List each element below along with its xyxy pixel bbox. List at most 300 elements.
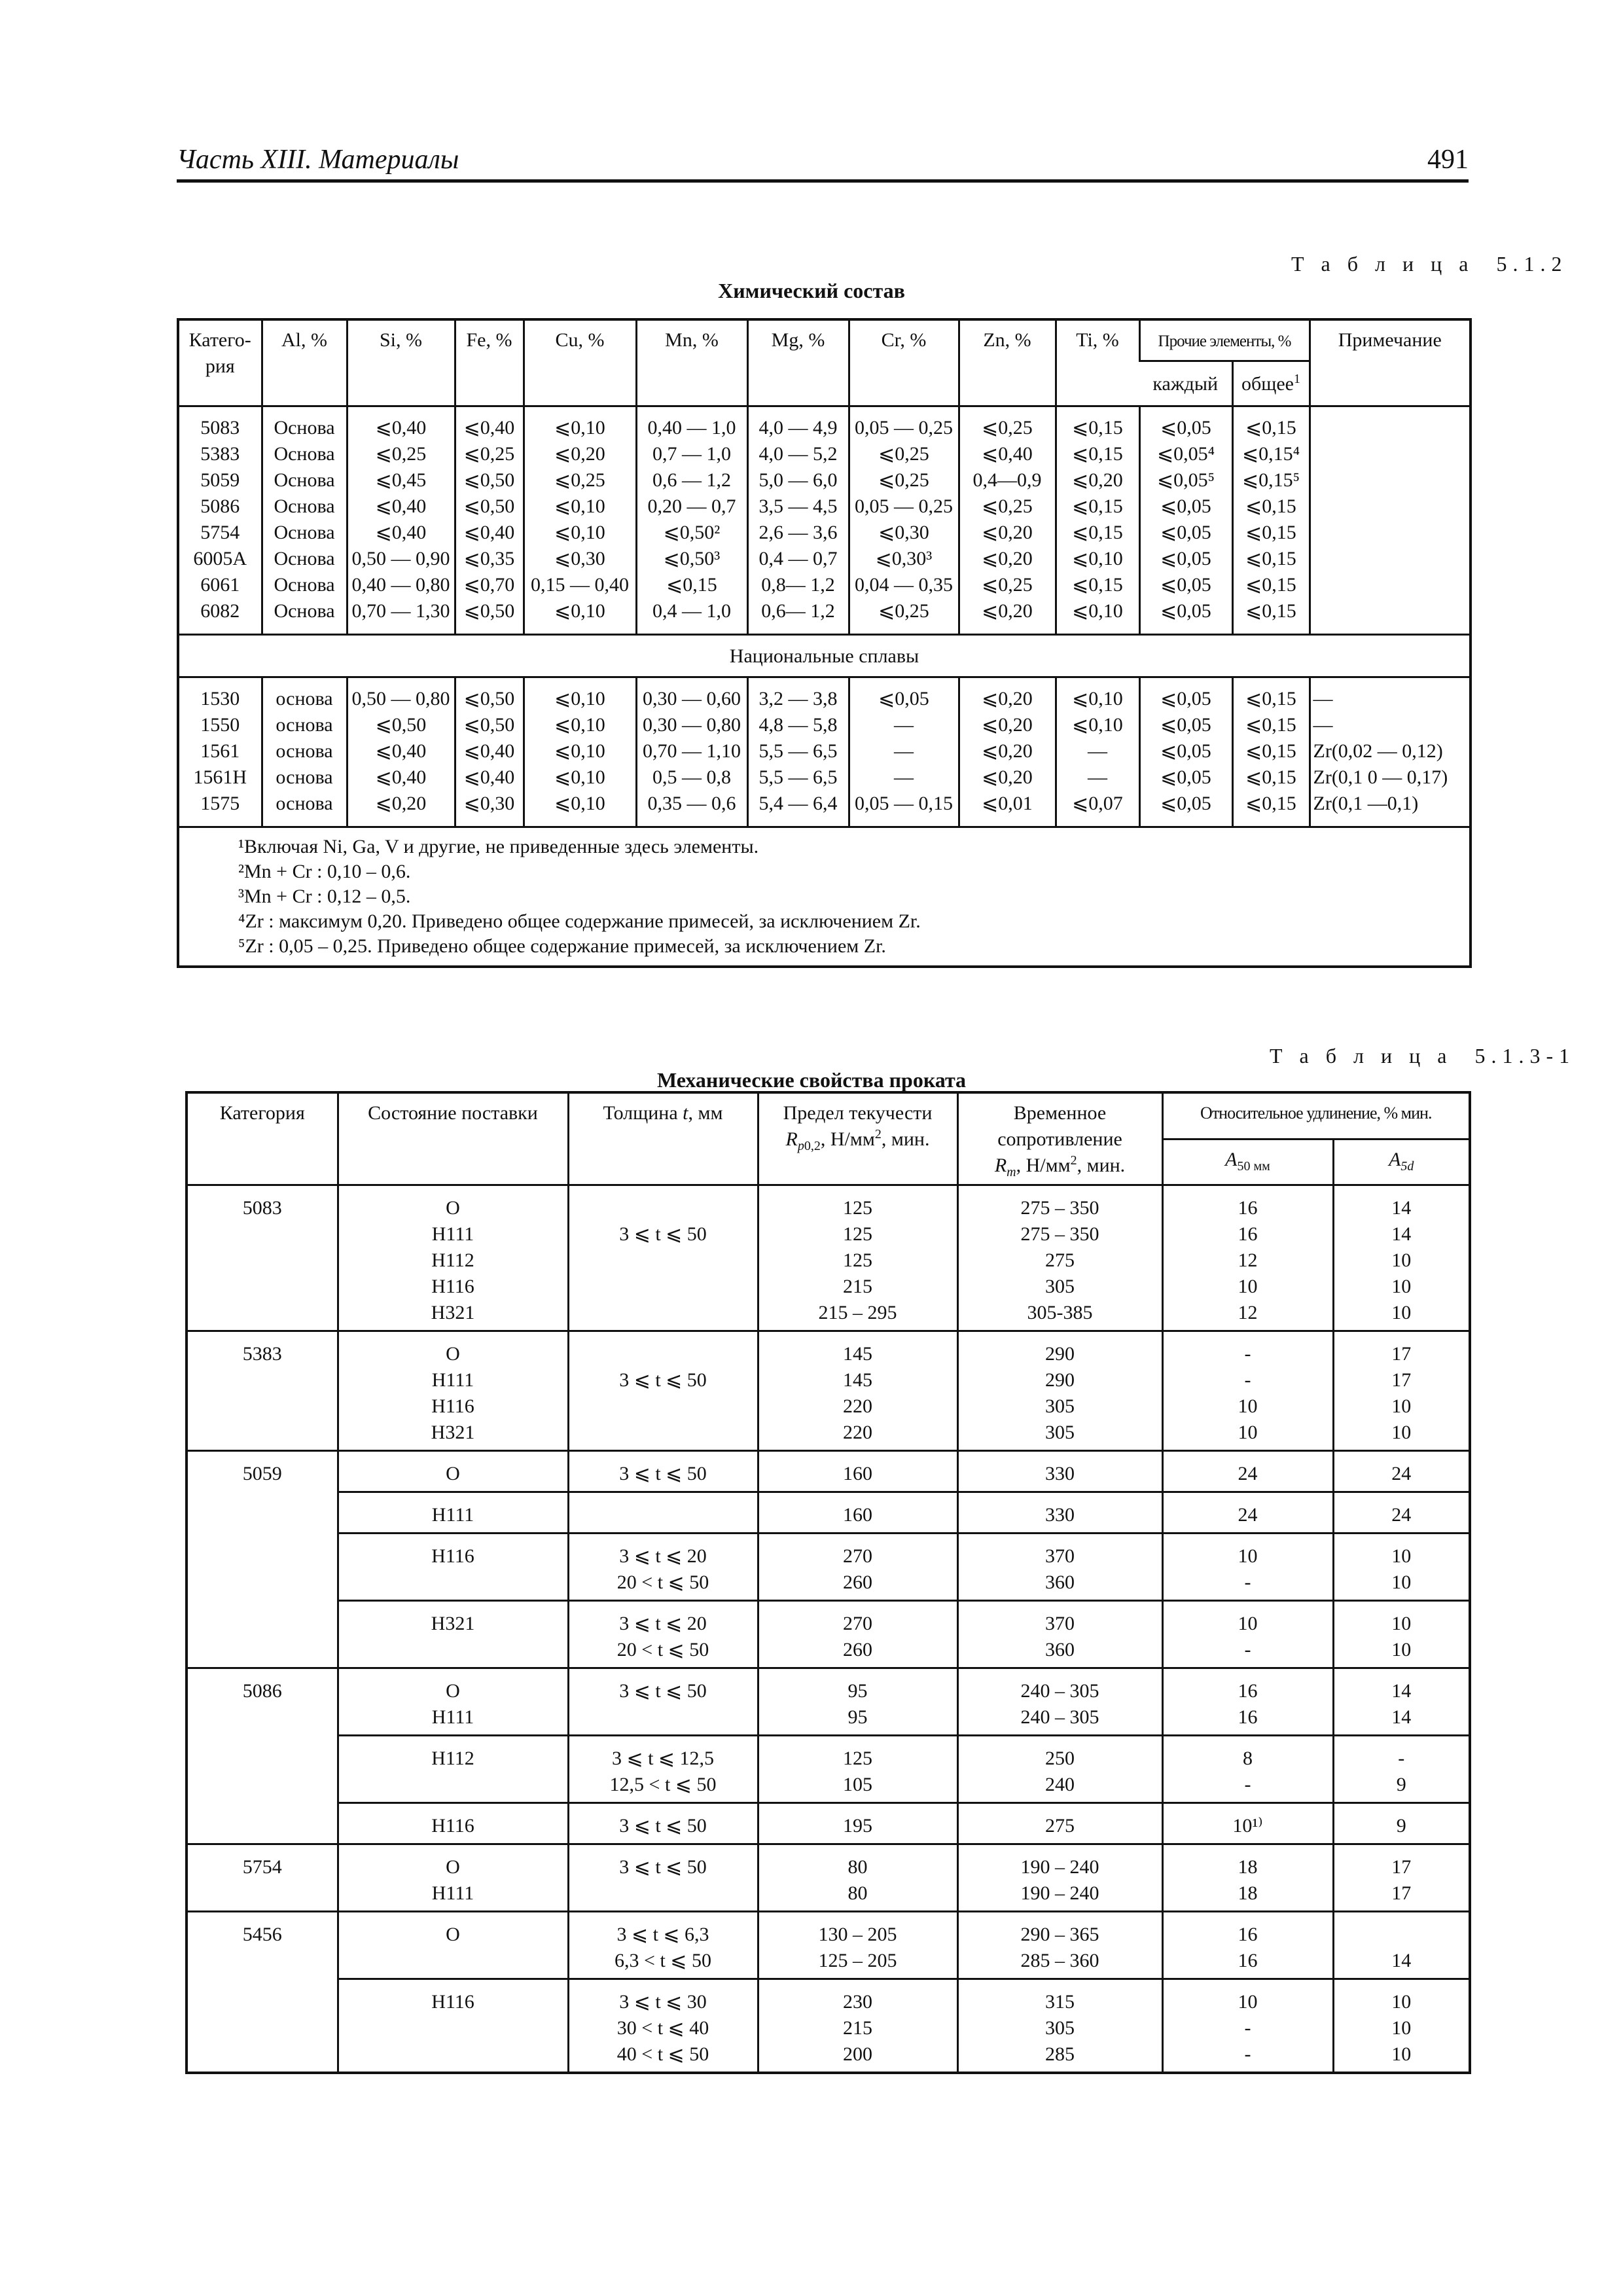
table1-value: ⩽0,10 bbox=[554, 600, 605, 622]
table1-cell bbox=[747, 677, 849, 827]
table1-value: 5,5 — 6,5 bbox=[758, 740, 838, 762]
table2-value: - bbox=[1244, 2043, 1251, 2065]
table2-value: 3 ⩽ t ⩽ 50 bbox=[619, 1369, 707, 1391]
table1-value: ⩽0,10 bbox=[554, 740, 605, 762]
table1-value bbox=[1313, 493, 1467, 520]
table1-cell bbox=[262, 406, 347, 635]
table1-value: ⩽0,15 bbox=[1072, 495, 1123, 517]
table1-cell bbox=[178, 677, 262, 827]
table1-value: 0,05 — 0,25 bbox=[855, 417, 953, 439]
table1-cell bbox=[455, 406, 524, 635]
header-a50: $A_{50 мм}$ bbox=[1162, 1139, 1333, 1185]
table1-value: — bbox=[894, 714, 914, 736]
table2-value: 290 bbox=[1045, 1343, 1075, 1365]
table1-value: ⩽0,15 bbox=[1245, 688, 1296, 709]
header-cr: Cr, % bbox=[849, 319, 959, 406]
table2-cell-a50 bbox=[1162, 1979, 1333, 2073]
table2-value: 14 bbox=[1391, 1950, 1412, 1971]
table1-cell bbox=[636, 406, 747, 635]
table2-value: 24 bbox=[1391, 1504, 1412, 1526]
table2-value: H116 bbox=[431, 1815, 474, 1837]
table2-cell-a5d bbox=[1333, 1803, 1470, 1844]
table2-value bbox=[342, 1637, 565, 1663]
table2-value: 3 ⩽ t ⩽ 50 bbox=[619, 1815, 707, 1837]
table1-value: ⩽0,35 bbox=[463, 548, 515, 569]
table2-value: 16 bbox=[1238, 1924, 1258, 1945]
table1-value: 0,4 — 1,0 bbox=[652, 600, 731, 622]
table1-body bbox=[178, 406, 1471, 967]
table1-cell bbox=[747, 406, 849, 635]
table2-value: 275 – 350 bbox=[1020, 1197, 1099, 1219]
footnote: ²Mn + Cr : 0,10 – 0,6. bbox=[238, 861, 411, 882]
table1-value: 0,8— 1,2 bbox=[761, 574, 835, 596]
table1-cell bbox=[959, 406, 1056, 635]
header-ti: Ti, % bbox=[1056, 319, 1139, 406]
table2-value bbox=[342, 2015, 565, 2041]
table1-value: ⩽0,40 bbox=[982, 443, 1033, 465]
table2-value: 195 bbox=[843, 1815, 872, 1837]
table2-cell-yield bbox=[758, 1668, 957, 1736]
table1-value: ⩽0,20 bbox=[982, 548, 1033, 569]
table1-cell bbox=[455, 677, 524, 827]
table2-cell-yield bbox=[758, 1979, 957, 2073]
table2-cell-yield bbox=[758, 1451, 957, 1492]
table2-value: - bbox=[1398, 1748, 1405, 1769]
table1-value: 5,4 — 6,4 bbox=[758, 793, 838, 814]
table2-row bbox=[187, 1331, 1470, 1451]
table2-row bbox=[187, 1451, 1470, 1492]
table1-value: ⩽0,40 bbox=[375, 417, 427, 439]
table2-value: - bbox=[1244, 1639, 1251, 1660]
table2-cell-a50 bbox=[1162, 1185, 1333, 1331]
table2-cell-thick bbox=[568, 1185, 758, 1331]
table2-value: 14 bbox=[1391, 1197, 1412, 1219]
table1-value bbox=[1313, 520, 1467, 546]
table2-value: 9 bbox=[1396, 1774, 1406, 1795]
table2-value: 14 bbox=[1391, 1706, 1412, 1728]
table2-value: 240 bbox=[1045, 1774, 1075, 1795]
table2-value: 18 bbox=[1238, 1856, 1258, 1878]
table1-value: основа bbox=[276, 688, 333, 709]
table1-value bbox=[1313, 441, 1467, 467]
header-note: Примечание bbox=[1310, 319, 1471, 406]
table2-value: 10 bbox=[1391, 2017, 1412, 2039]
table2-value: 95 bbox=[847, 1706, 868, 1728]
table2-cell-yield bbox=[758, 1601, 957, 1668]
table2-value: 40 < t ⩽ 50 bbox=[616, 2043, 709, 2065]
table1-value: 6082 bbox=[200, 600, 240, 622]
table1-value: ⩽0,05 bbox=[1160, 574, 1211, 596]
table1-data-block bbox=[178, 406, 1471, 635]
table2-cell-a50 bbox=[1162, 1451, 1333, 1492]
table2-value: - bbox=[1244, 1571, 1251, 1593]
table2-cell-thick bbox=[568, 1492, 758, 1534]
table1-value: ⩽0,25 bbox=[982, 574, 1033, 596]
table1-value: ⩽0,10 bbox=[554, 417, 605, 439]
table2-value bbox=[342, 2041, 565, 2068]
table2-cell-thick bbox=[568, 1979, 758, 2073]
table2-value: 3 ⩽ t ⩽ 50 bbox=[619, 1223, 707, 1245]
table2-value: 260 bbox=[843, 1639, 872, 1660]
table2-cell-a50 bbox=[1162, 1736, 1333, 1803]
table1-value: ⩽0,40 bbox=[375, 522, 427, 543]
table1-value: ⩽0,20 bbox=[982, 600, 1033, 622]
table1-value: ⩽0,10 bbox=[1072, 688, 1123, 709]
table1-cell bbox=[849, 406, 959, 635]
table2-value: H116 bbox=[431, 1991, 474, 2013]
table1-value: 0,20 — 0,7 bbox=[647, 495, 736, 517]
table2-value: 190 – 240 bbox=[1020, 1882, 1099, 1904]
table2-value: 3 ⩽ t ⩽ 6,3 bbox=[616, 1924, 709, 1945]
table2-value: 230 bbox=[843, 1991, 872, 2013]
table2-value: 285 – 360 bbox=[1020, 1950, 1099, 1971]
table2-value: H111 bbox=[431, 1369, 474, 1391]
table1-value: ⩽0,05⁵ bbox=[1156, 469, 1215, 491]
table2-cell-a5d bbox=[1333, 1451, 1470, 1492]
table1-cell bbox=[849, 677, 959, 827]
table1-value: ⩽0,10 bbox=[554, 495, 605, 517]
table1-value: 0,70 — 1,30 bbox=[351, 600, 450, 622]
header-category: Категория bbox=[187, 1092, 338, 1185]
table1-value: 6061 bbox=[200, 574, 240, 596]
table2-value: 16 bbox=[1238, 1680, 1258, 1702]
table1-value: 0,15 — 0,40 bbox=[531, 574, 629, 596]
table2-value bbox=[572, 1420, 755, 1446]
table1-value: ⩽0,20 bbox=[982, 522, 1033, 543]
table2-body bbox=[187, 1185, 1470, 2073]
table1-value: Основа bbox=[274, 600, 335, 622]
table2-value: 290 bbox=[1045, 1369, 1075, 1391]
table2-value: 260 bbox=[843, 1571, 872, 1593]
table2-value: H111 bbox=[431, 1706, 474, 1728]
table2-value: 10 bbox=[1391, 1422, 1412, 1443]
table2-value: 10 bbox=[1391, 2043, 1412, 2065]
table2-value: 220 bbox=[843, 1395, 872, 1417]
table2-value bbox=[572, 1880, 755, 1907]
table2-value: 305 bbox=[1045, 1395, 1075, 1417]
footnotes-row bbox=[178, 827, 1471, 967]
table2-cell-a50 bbox=[1162, 1331, 1333, 1451]
table1-value: ⩽0,25 bbox=[375, 443, 427, 465]
table1-value: ⩽0,15 bbox=[1072, 522, 1123, 543]
table1-value: 5,5 — 6,5 bbox=[758, 766, 838, 788]
category-cell: 5754 bbox=[187, 1844, 338, 1912]
table1-value: ⩽0,40 bbox=[375, 740, 427, 762]
table1-value: ⩽0,50 bbox=[463, 688, 515, 709]
table2-cell-a50 bbox=[1162, 1912, 1333, 1979]
table2-cell-tensile bbox=[957, 1912, 1162, 1979]
table2-cell-thick bbox=[568, 1331, 758, 1451]
table2-row bbox=[187, 1803, 1470, 1844]
table2-value: H321 bbox=[431, 1613, 475, 1634]
table2-value: H116 bbox=[431, 1545, 474, 1567]
table2-value: 3 ⩽ t ⩽ 12,5 bbox=[611, 1748, 715, 1769]
table1-value: ⩽0,15 bbox=[1245, 766, 1296, 788]
table2-value: 17 bbox=[1391, 1369, 1412, 1391]
table1-value: 0,35 — 0,6 bbox=[647, 793, 736, 814]
table2-value: 24 bbox=[1391, 1463, 1412, 1484]
table2-value: 10 bbox=[1238, 1276, 1258, 1297]
table1-value: 0,4—0,9 bbox=[972, 469, 1042, 491]
table1-value: ⩽0,01 bbox=[982, 793, 1033, 814]
table2-cell-a5d bbox=[1333, 1668, 1470, 1736]
table2-value: 360 bbox=[1045, 1571, 1075, 1593]
table1-value: ⩽0,15⁴ bbox=[1241, 443, 1300, 465]
table2-value: 200 bbox=[843, 2043, 872, 2065]
table2-value bbox=[342, 1948, 565, 1974]
table2-value: O bbox=[446, 1856, 460, 1878]
table2-cell-state bbox=[338, 1492, 568, 1534]
table2-value: 17 bbox=[1391, 1856, 1412, 1878]
table1-value: Основа bbox=[274, 417, 335, 439]
table2-cell-a5d bbox=[1333, 1844, 1470, 1912]
table1-value: 0,30 — 0,80 bbox=[643, 714, 741, 736]
table2-cell-tensile bbox=[957, 1185, 1162, 1331]
table2-caption: Т а б л и ц а 5.1.3-1 bbox=[1270, 1044, 1576, 1067]
table2-value: 17 bbox=[1391, 1343, 1412, 1365]
table2-value: H116 bbox=[431, 1395, 474, 1417]
table2-value: 215 bbox=[843, 2017, 872, 2039]
table2-value: 315 bbox=[1045, 1991, 1075, 2013]
table2-value: 9 bbox=[1396, 1815, 1406, 1837]
header-category: Катего- рия bbox=[178, 319, 262, 406]
table2-cell-a5d bbox=[1333, 1185, 1470, 1331]
table1-value: 4,8 — 5,8 bbox=[758, 714, 838, 736]
table2-cell-a50 bbox=[1162, 1601, 1333, 1668]
table1-value: 5,0 — 6,0 bbox=[758, 469, 838, 491]
table2-value: O bbox=[446, 1463, 460, 1484]
table1-cell bbox=[262, 677, 347, 827]
table1-value: — bbox=[894, 740, 914, 762]
table2-value: 16 bbox=[1238, 1197, 1258, 1219]
table2-value: 10 bbox=[1391, 1613, 1412, 1634]
table1-value: ⩽0,30³ bbox=[875, 548, 933, 569]
table1-value: ⩽0,50 bbox=[463, 495, 515, 517]
table2-value: 3 ⩽ t ⩽ 30 bbox=[619, 1991, 707, 2013]
table2-cell-a5d bbox=[1333, 1912, 1470, 1979]
table1-value: 4,0 — 5,2 bbox=[758, 443, 838, 465]
table1-value: — bbox=[1088, 740, 1107, 762]
table2-cell-tensile bbox=[957, 1534, 1162, 1601]
table1-value: ⩽0,15 bbox=[666, 574, 717, 596]
table2-cell-yield bbox=[758, 1331, 957, 1451]
table2-value: 3 ⩽ t ⩽ 50 bbox=[619, 1680, 707, 1702]
table1-value bbox=[1313, 598, 1467, 624]
table1-value bbox=[1313, 467, 1467, 493]
table1-value: ⩽0,50 bbox=[375, 714, 427, 736]
header-state: Состояние поставки bbox=[338, 1092, 568, 1185]
table1-value: Основа bbox=[274, 522, 335, 543]
category-cell: 5086 bbox=[187, 1668, 338, 1844]
table1-value: ⩽0,05 bbox=[1160, 793, 1211, 814]
header-mn: Mn, % bbox=[636, 319, 747, 406]
table1-value: ⩽0,30 bbox=[463, 793, 515, 814]
table2-cell-a50 bbox=[1162, 1803, 1333, 1844]
table2-cell-yield bbox=[758, 1803, 957, 1844]
table2-value: 145 bbox=[843, 1369, 872, 1391]
table1-value: 0,7 — 1,0 bbox=[652, 443, 731, 465]
table2-value: 275 – 350 bbox=[1020, 1223, 1099, 1245]
table2-value: H112 bbox=[431, 1249, 474, 1271]
table2-value: - bbox=[1244, 1369, 1251, 1391]
table1-value: ⩽0,40 bbox=[463, 417, 515, 439]
table2-value: - bbox=[1244, 2017, 1251, 2039]
header-cu: Cu, % bbox=[524, 319, 636, 406]
table2-row bbox=[187, 1844, 1470, 1912]
mechanical-properties-table bbox=[185, 1091, 1471, 2074]
table2-value bbox=[1337, 1922, 1467, 1948]
table2-value: 16 bbox=[1238, 1950, 1258, 1971]
table2-value: 370 bbox=[1045, 1613, 1075, 1634]
table2-cell-thick bbox=[568, 1534, 758, 1601]
table1-cell bbox=[347, 406, 455, 635]
table1-cell bbox=[1056, 406, 1139, 635]
table1-value: ⩽0,20 bbox=[1072, 469, 1123, 491]
header-mg: Mg, % bbox=[747, 319, 849, 406]
category-cell: 5083 bbox=[187, 1185, 338, 1331]
table1-value: 1575 bbox=[200, 793, 240, 814]
table1-value: ⩽0,25 bbox=[878, 600, 929, 622]
table1-value: — bbox=[1088, 766, 1107, 788]
table1-value: ⩽0,05 bbox=[1160, 548, 1211, 569]
table2-value: O bbox=[446, 1924, 460, 1945]
table1-data-block bbox=[178, 677, 1471, 827]
table2-cell-yield bbox=[758, 1912, 957, 1979]
table1-value: 1530 bbox=[200, 688, 240, 709]
table2-cell-tensile bbox=[957, 1601, 1162, 1668]
table2-row bbox=[187, 1492, 1470, 1534]
table1-value: ⩽0,20 bbox=[554, 443, 605, 465]
table2-cell-a5d bbox=[1333, 1736, 1470, 1803]
table2-value: 125 bbox=[843, 1249, 872, 1271]
table1-value: ⩽0,15 bbox=[1245, 740, 1296, 762]
table1-value: ⩽0,40 bbox=[375, 495, 427, 517]
table2-value: 10 bbox=[1391, 1276, 1412, 1297]
table2-value: 3 ⩽ t ⩽ 20 bbox=[619, 1545, 707, 1567]
table2-value: 305 bbox=[1045, 1276, 1075, 1297]
table1-value: ⩽0,25 bbox=[463, 443, 515, 465]
table2-row bbox=[187, 1534, 1470, 1601]
table1-header-row bbox=[178, 319, 1471, 361]
table1-value: ⩽0,20 bbox=[982, 714, 1033, 736]
table2-cell-thick bbox=[568, 1451, 758, 1492]
footnotes bbox=[178, 827, 1471, 967]
table1-value: ⩽0,07 bbox=[1072, 793, 1123, 814]
table1-value: основа bbox=[276, 714, 333, 736]
table1-value: Zr(0,02 — 0,12) bbox=[1313, 740, 1443, 762]
table2-cell-a5d bbox=[1333, 1601, 1470, 1668]
table1-value: ⩽0,05 bbox=[1160, 714, 1211, 736]
table1-cell bbox=[1139, 406, 1232, 635]
table2-value: 305 bbox=[1045, 1422, 1075, 1443]
table1-value: ⩽0,50² bbox=[663, 522, 721, 543]
table1-cell bbox=[1310, 406, 1471, 635]
table2-value: 3 ⩽ t ⩽ 50 bbox=[619, 1463, 707, 1484]
table1-value: 5086 bbox=[200, 495, 240, 517]
table2-value: O bbox=[446, 1680, 460, 1702]
table1-value: ⩽0,05 bbox=[1160, 600, 1211, 622]
table2-value: 305 bbox=[1045, 2017, 1075, 2039]
table2-value: 215 – 295 bbox=[818, 1302, 897, 1323]
table1-value: ⩽0,25 bbox=[878, 469, 929, 491]
table1-value: ⩽0,15 bbox=[1072, 574, 1123, 596]
table2-value: 10¹⁾ bbox=[1232, 1815, 1263, 1837]
table2-value bbox=[572, 1300, 755, 1326]
table2-row bbox=[187, 1736, 1470, 1803]
table1-cell bbox=[1139, 677, 1232, 827]
table2-value: 330 bbox=[1045, 1504, 1075, 1526]
table1-value: ⩽0,05 bbox=[1160, 688, 1211, 709]
table2-value: 125 bbox=[843, 1197, 872, 1219]
table1-title: Химический состав bbox=[718, 279, 905, 302]
table1-value: — bbox=[1313, 688, 1333, 709]
table2-value: 305-385 bbox=[1027, 1302, 1093, 1323]
national-alloys-row bbox=[178, 635, 1471, 677]
table2-value bbox=[572, 1195, 755, 1221]
table2-cell-state bbox=[338, 1844, 568, 1912]
table2-value: 17 bbox=[1391, 1882, 1412, 1904]
header-tensile: Временное сопротивление $R_m$, $Н/мм^2$, мин. bbox=[957, 1092, 1162, 1185]
chemical-composition-table bbox=[177, 318, 1472, 968]
table2-value: 275 bbox=[1045, 1249, 1075, 1271]
table1-value: основа bbox=[276, 740, 333, 762]
table2-value bbox=[572, 1393, 755, 1420]
table2-value: 10 bbox=[1238, 1613, 1258, 1634]
table1-cell bbox=[636, 677, 747, 827]
footnote: ¹Включая Ni, Ga, V и другие, не приведенные здесь элементы. bbox=[238, 836, 759, 857]
table1-value: ⩽0,05 bbox=[1160, 417, 1211, 439]
table2-value bbox=[572, 1341, 755, 1367]
table1-value: 3,5 — 4,5 bbox=[758, 495, 838, 517]
table1-value: ⩽0,10 bbox=[554, 714, 605, 736]
table1-value: ⩽0,50 bbox=[463, 600, 515, 622]
table1-value: 0,6— 1,2 bbox=[761, 600, 835, 622]
table1-value: ⩽0,30 bbox=[878, 522, 929, 543]
header-si: Si, % bbox=[347, 319, 455, 406]
table2-value: 20 < t ⩽ 50 bbox=[616, 1571, 709, 1593]
table1-value: 0,04 — 0,35 bbox=[855, 574, 953, 596]
table2-value: 3 ⩽ t ⩽ 20 bbox=[619, 1613, 707, 1634]
table1-value: 0,50 — 0,90 bbox=[351, 548, 450, 569]
table2-cell-yield bbox=[758, 1492, 957, 1534]
table1-value: 0,50 — 0,80 bbox=[351, 688, 450, 709]
table2-value: 240 – 305 bbox=[1020, 1706, 1099, 1728]
table2-value: 12 bbox=[1238, 1302, 1258, 1323]
table1-cell bbox=[1232, 677, 1310, 827]
table1-value: ⩽0,15⁵ bbox=[1241, 469, 1300, 491]
header-zn: Zn, % bbox=[959, 319, 1056, 406]
table2-cell-tensile bbox=[957, 1668, 1162, 1736]
table2-value: 270 bbox=[843, 1545, 872, 1567]
table1-value: ⩽0,50 bbox=[463, 714, 515, 736]
category-cell: 5383 bbox=[187, 1331, 338, 1451]
table2-cell-thick bbox=[568, 1736, 758, 1803]
table1-cell bbox=[524, 677, 636, 827]
table1-caption: Т а б л и ц а 5.1.2 bbox=[1291, 252, 1568, 276]
table2-value: 285 bbox=[1045, 2043, 1075, 2065]
table2-value: 8 bbox=[1243, 1748, 1253, 1769]
table2-cell-tensile bbox=[957, 1979, 1162, 2073]
table2-row bbox=[187, 1601, 1470, 1668]
table2-value: 10 bbox=[1391, 1249, 1412, 1271]
table2-title: Механические свойства проката bbox=[656, 1068, 967, 1092]
table2-row bbox=[187, 1185, 1470, 1331]
table2-value: 14 bbox=[1391, 1223, 1412, 1245]
table2-cell-state bbox=[338, 1331, 568, 1451]
table1-value: ⩽0,50 bbox=[463, 469, 515, 491]
table1-value bbox=[1313, 415, 1467, 441]
table2-value: H116 bbox=[431, 1276, 474, 1297]
